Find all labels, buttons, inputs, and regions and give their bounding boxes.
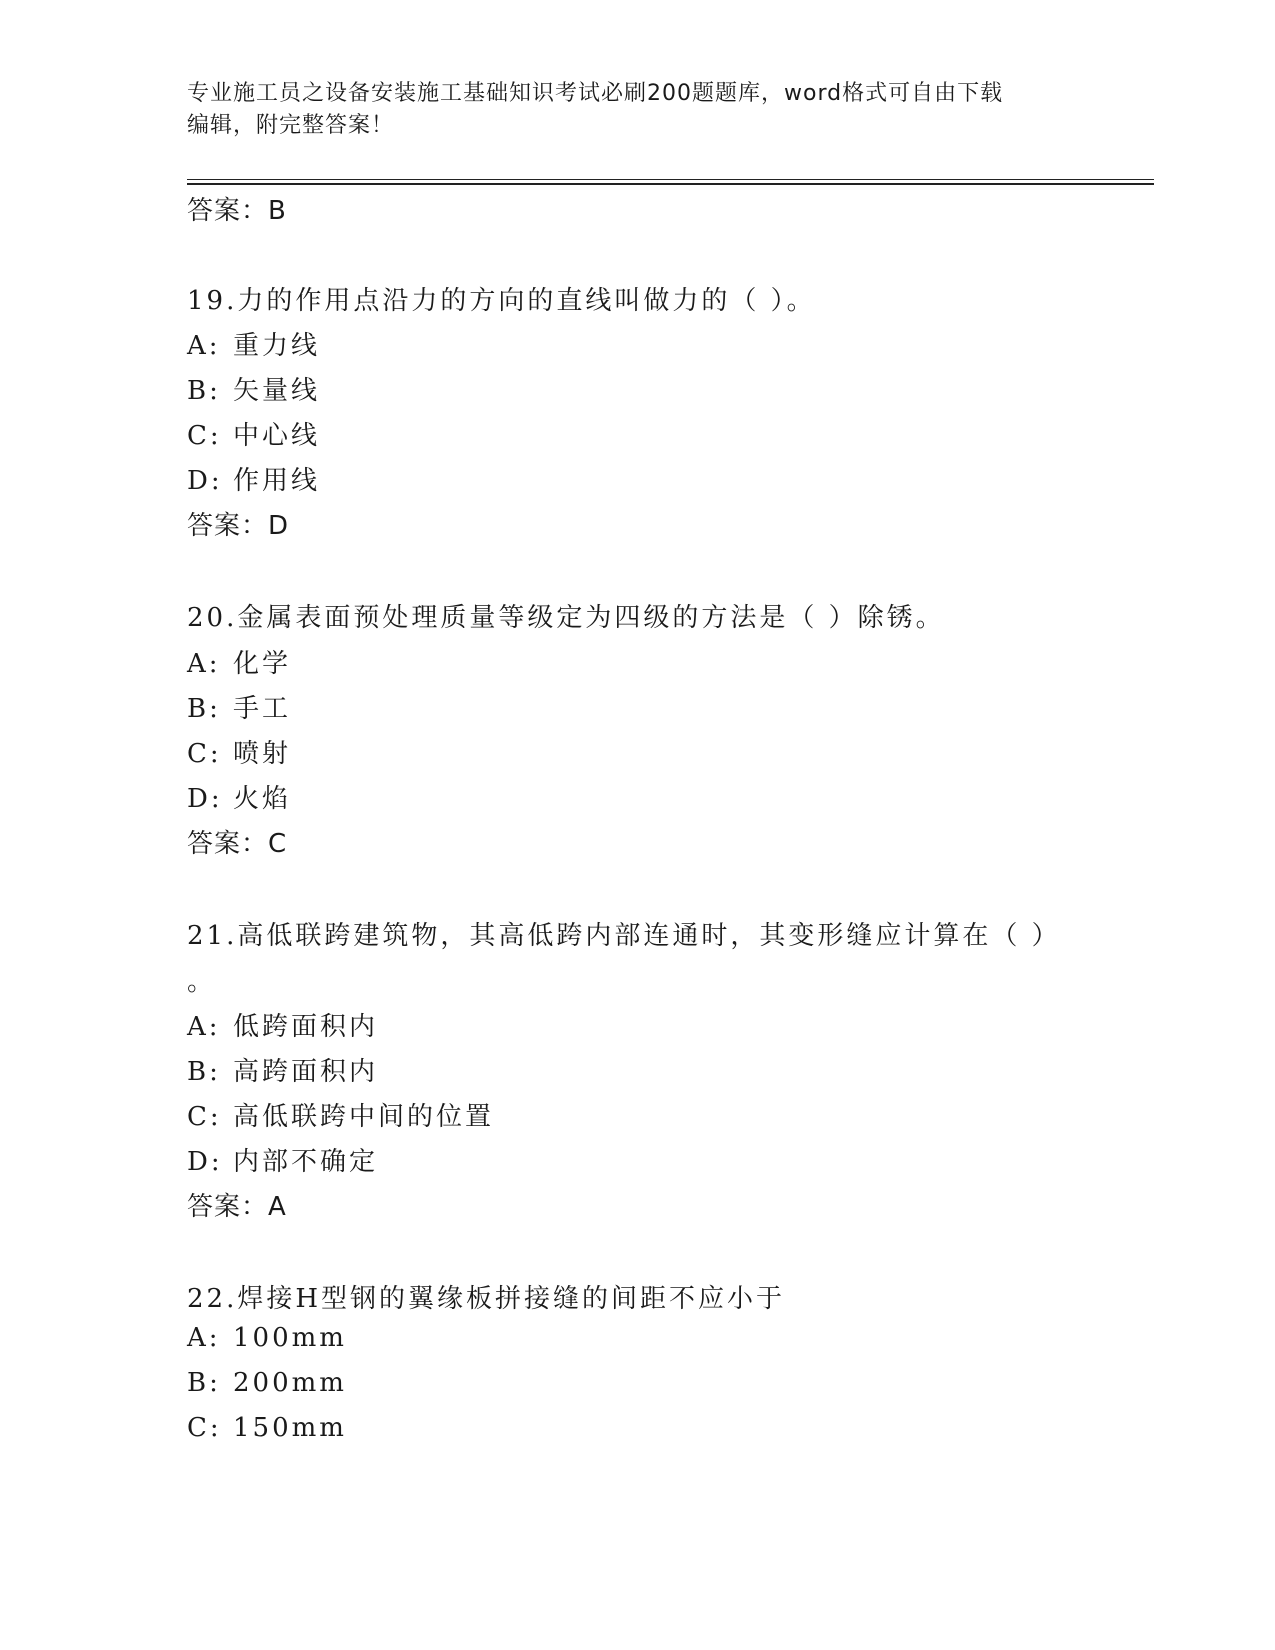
option-text: 矢量线 [233,376,321,406]
option-text: 重力线 [233,331,321,361]
option-label: D: [187,1147,223,1177]
question-21-option-a [187,1006,378,1043]
question-21-stem-continuation: 。 [187,967,217,997]
question-22-option-a [187,1323,347,1353]
header-divider-thick [187,183,1154,185]
question-21-option-d [187,1141,378,1178]
question-19-option-a [187,325,320,362]
option-label: A: [187,649,221,679]
option-text: 化学 [233,649,292,679]
option-text: 火焰 [233,784,292,814]
question-19-option-c [187,415,320,452]
option-text: 低跨面积内 [233,1012,379,1042]
option-text: 内部不确定 [233,1147,379,1177]
question-20-option-a [187,643,291,680]
option-text: 200mm [233,1368,347,1398]
question-20-option-b [187,688,291,725]
option-text: 作用线 [233,466,321,496]
option-label: B: [187,694,221,724]
question-21-option-b [187,1051,378,1088]
question-19-option-d [187,460,320,497]
option-text: 100mm [233,1323,347,1353]
option-text: 喷射 [233,739,292,769]
question-22-option-c [187,1413,347,1443]
option-label: A: [187,1323,221,1353]
question-20-option-c [187,733,291,770]
option-label: D: [187,466,223,496]
option-label: B: [187,376,221,406]
option-text: 中心线 [233,421,321,451]
option-text: 150mm [233,1413,347,1443]
answer-prev: 答案：B [187,196,287,226]
option-text: 高跨面积内 [233,1057,379,1087]
option-label: C: [187,1102,222,1132]
question-20-option-d [187,778,291,815]
option-label: A: [187,331,221,361]
question-20-stem: 20.金属表面预处理质量等级定为四级的方法是（ ）除锈。 [187,603,945,633]
option-label: A: [187,1012,221,1042]
option-label: B: [187,1368,221,1398]
option-text: 手工 [233,694,292,724]
option-label: C: [187,1413,222,1443]
question-20-answer: 答案：C [187,829,288,859]
question-21-stem: 21.高低联跨建筑物，其高低跨内部连通时，其变形缝应计算在（ ） [187,921,1061,951]
question-19-option-b [187,370,320,407]
option-label: C: [187,421,222,451]
question-22-option-b [187,1368,347,1398]
header-divider-thin [187,179,1154,180]
question-22-stem: 22.焊接H型钢的翼缘板拼接缝的间距不应小于 [187,1284,786,1314]
option-label: D: [187,784,223,814]
question-19-stem: 19.力的作用点沿力的方向的直线叫做力的（ ）。 [187,286,816,316]
option-text: 高低联跨中间的位置 [233,1102,495,1132]
option-label: B: [187,1057,221,1087]
question-21-option-c [187,1096,494,1133]
question-21-answer: 答案：A [187,1192,287,1222]
option-label: C: [187,739,222,769]
header-title-line-2: 编辑，附完整答案！ [187,113,395,138]
header-title-line-1: 专业施工员之设备安装施工基础知识考试必刷200题题库，word格式可自由下载 [187,81,1004,106]
question-19-answer: 答案：D [187,511,290,541]
